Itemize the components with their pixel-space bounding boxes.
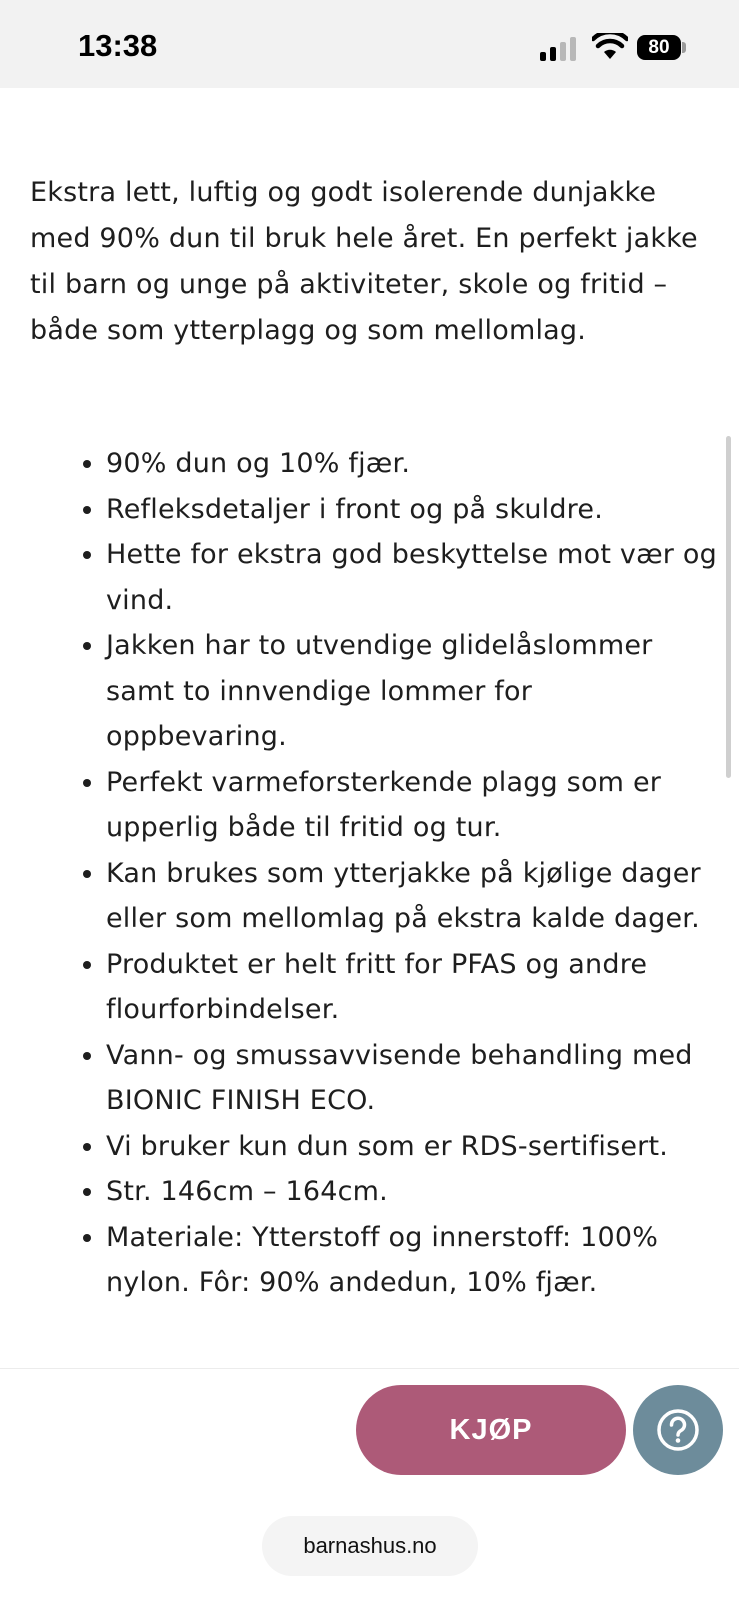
product-description: Ekstra lett, luftig og godt isolerende dunjakke med 90% dun til bruk hele året. En perfekt jakke til barn og unge på aktiviteter, skole og fritid – både som ytterplagg og som mellomlag. <box>30 177 698 346</box>
feature-item: • Refleksdetaljer i front og på skuldre. <box>106 487 720 533</box>
feature-item: • Vi bruker kun dun som er RDS-sertifisert. <box>106 1124 720 1170</box>
help-button[interactable] <box>633 1385 723 1475</box>
status-bar <box>0 0 739 88</box>
feature-list <box>30 441 720 1306</box>
feature-item: • Kan brukes som ytterjakke på kjølige dager eller som mellomlag på ekstra kalde dager. <box>106 851 720 942</box>
bottom-action-bar <box>0 1368 739 1601</box>
battery-tip <box>682 42 686 53</box>
buy-button[interactable]: KJØP <box>356 1385 626 1475</box>
battery-level: 80 <box>648 36 670 58</box>
feature-item: • Hette for ekstra god beskyttelse mot vær og vind. <box>106 532 720 623</box>
feature-item: • 90% dun og 10% fjær. <box>106 441 720 487</box>
feature-item: • Materiale: Ytterstoff og innerstoff: 100% nylon. Fôr: 90% andedun, 10% fjær. <box>106 1215 720 1306</box>
scrollbar[interactable] <box>726 436 731 778</box>
feature-item: • Produktet er helt fritt for PFAS og andre flourforbindelser. <box>106 942 720 1033</box>
wifi-icon <box>592 33 628 61</box>
browser-url-bar[interactable] <box>262 1516 478 1576</box>
question-mark-icon <box>655 1407 701 1453</box>
feature-item: • Perfekt varmeforsterkende plagg som er upperlig både til fritid og tur. <box>106 760 720 851</box>
battery-icon <box>637 35 681 60</box>
url-text: barnashus.no <box>303 1533 437 1558</box>
cellular-signal-icon <box>540 37 578 61</box>
feature-item: • Vann- og smussavvisende behandling med BIONIC FINISH ECO. <box>106 1033 720 1124</box>
feature-item: • Jakken har to utvendige glidelåslommer samt to innvendige lommer for oppbevaring. <box>106 623 720 760</box>
feature-item: • Str. 146cm – 164cm. <box>106 1169 720 1215</box>
status-time: 13:38 <box>78 28 158 63</box>
